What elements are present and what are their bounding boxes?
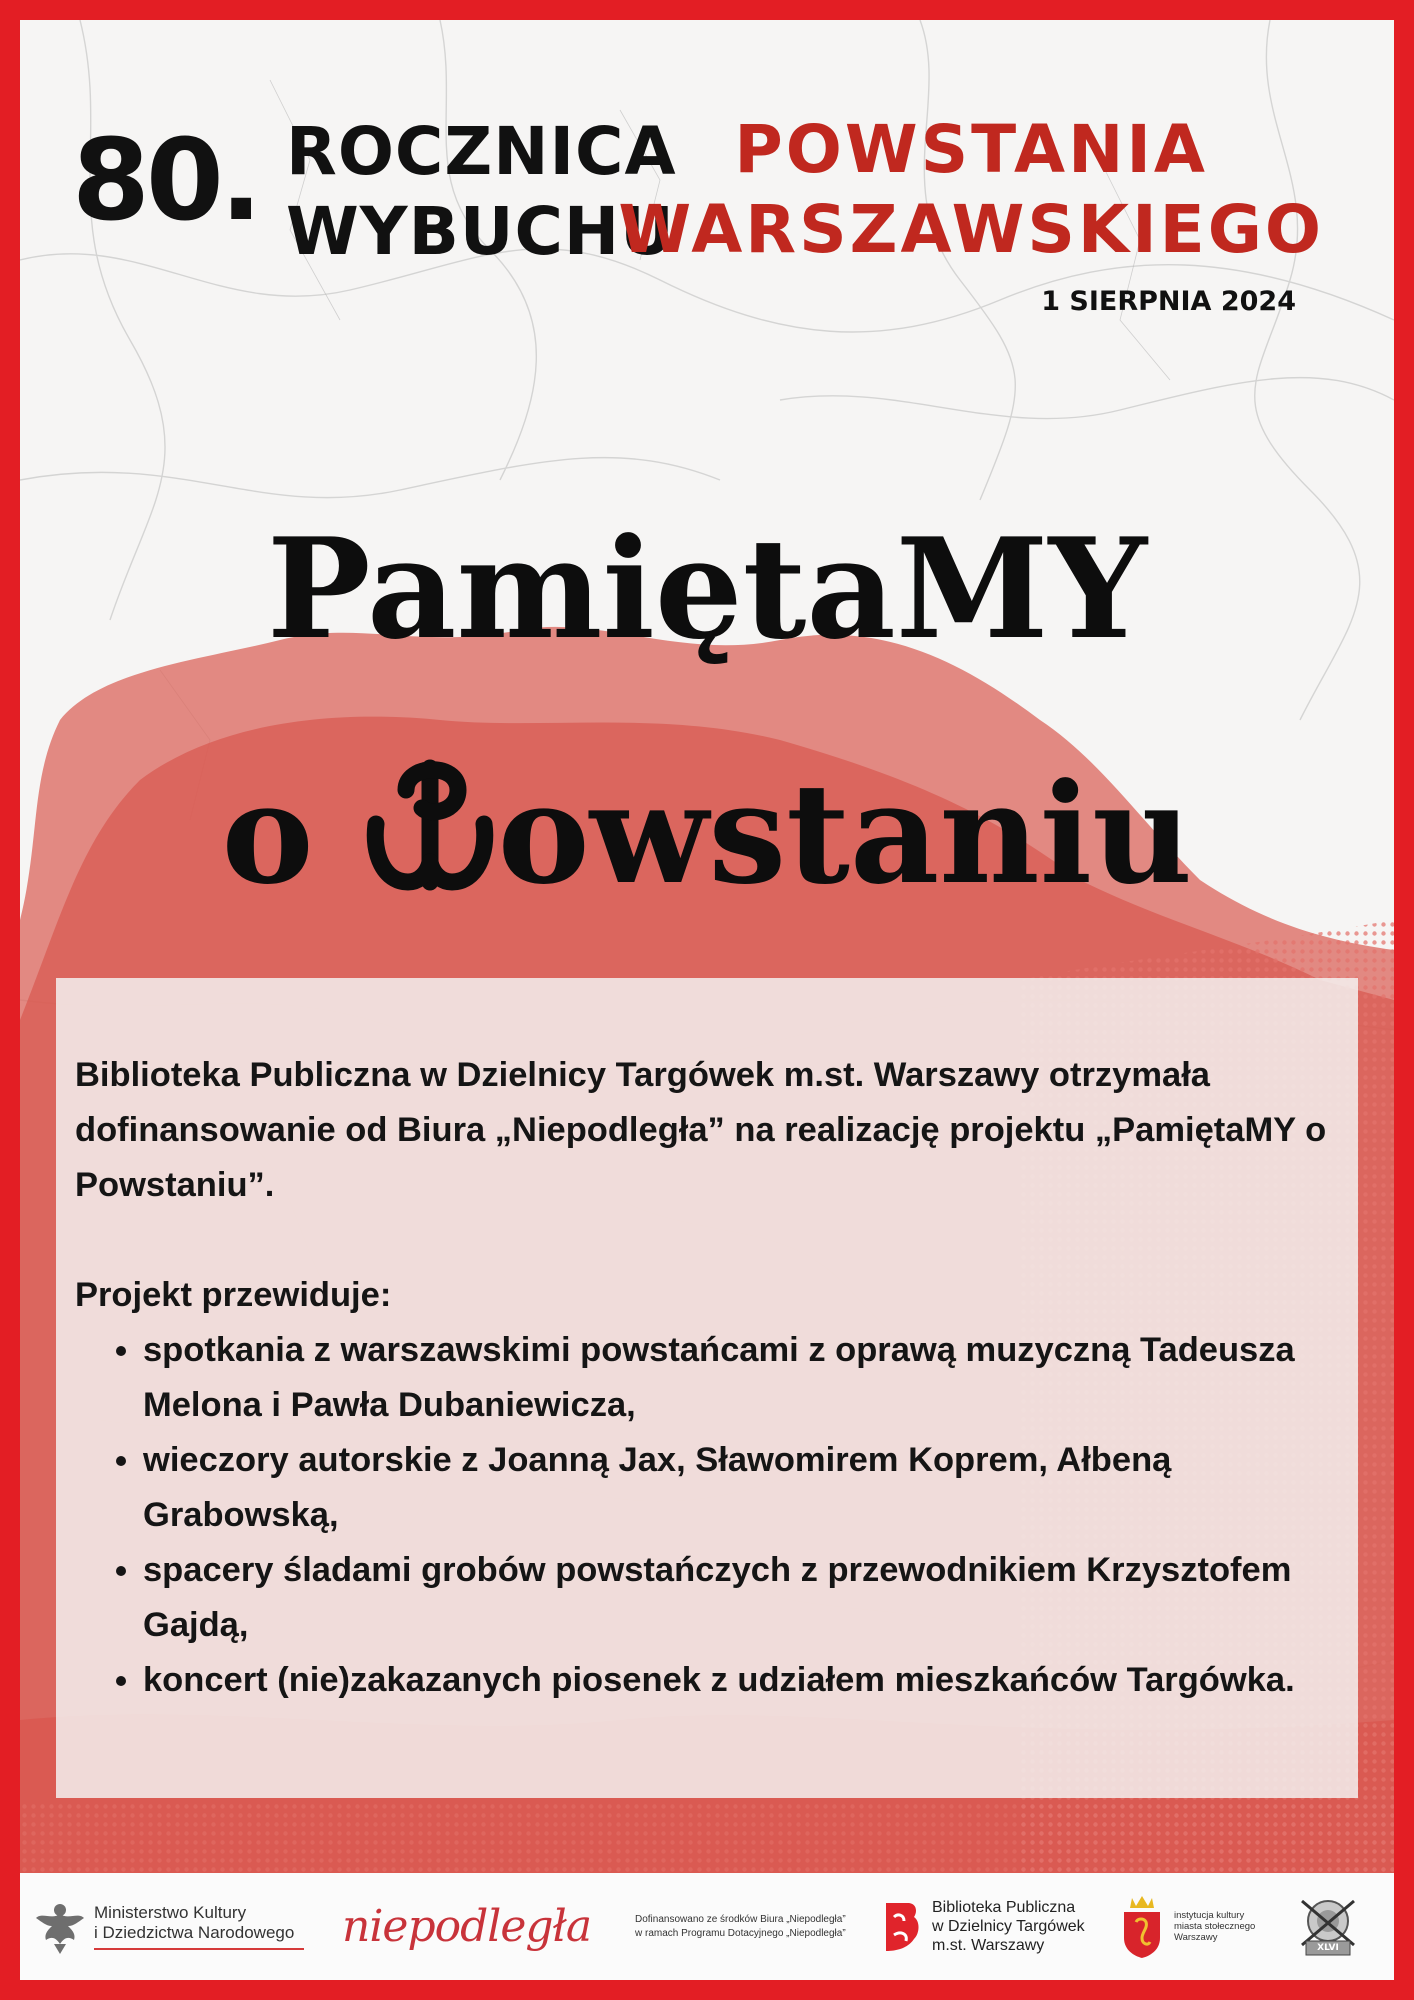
list-item: • wieczory autorskie z Joanną Jax, Sławomirem Koprem, Ałbeną Grabowską, — [143, 1433, 1345, 1543]
kotwica-anchor-icon — [362, 750, 498, 900]
main-title-rest: owstaniu — [497, 752, 1193, 915]
funding-note — [635, 1873, 846, 1980]
niepodlegla-wordmark: niepodległa — [342, 1901, 592, 1952]
library-line-2: w Dzielnicy Targówek — [932, 1918, 1085, 1935]
project-list — [75, 1323, 1345, 1708]
funding-line-1: Dofinansowano ze środków Biura „Niepodległa” — [635, 1913, 846, 1925]
list-item: • koncert (nie)zakazanych piosenek z udziałem mieszkańców Targówka. — [143, 1653, 1345, 1708]
uprising-line-2: WARSZAWSKIEGO — [618, 191, 1324, 268]
poster-content — [20, 20, 1394, 1980]
list-item: • spotkania z warszawskimi powstańcami z oprawą muzyczną Tadeusza Melona i Pawła Dubaniewicza, — [143, 1323, 1345, 1433]
main-title-line-1: PamiętaMY — [266, 507, 1148, 670]
school-emblem-text: XLVI — [1317, 1942, 1339, 1953]
ministry-name-line-1: Ministerstwo Kultury — [94, 1903, 247, 1922]
list-item: • spacery śladami grobów powstańczych z przewodnikiem Krzysztofem Gajdą, — [143, 1543, 1345, 1653]
description-text — [75, 1048, 1345, 1708]
intro-paragraph: Biblioteka Publiczna w Dzielnicy Targówek m.st. Warszawy otrzymała dofinansowanie od Biura „Niepodległa” na realizację projektu „PamiętaMY o Powstaniu”. — [75, 1056, 1327, 1204]
main-title-line-2 — [20, 750, 1394, 915]
funding-line-2: w ramach Programu Dotacyjnego „Niepodległa” — [635, 1927, 846, 1939]
niepodlegla-logo — [342, 1873, 591, 1980]
institution-line-2: miasta stołecznego — [1174, 1921, 1256, 1932]
poster-frame — [20, 20, 1394, 1980]
list-heading: Projekt przewiduje: — [75, 1276, 392, 1314]
library-line-3: m.st. Warszawy — [932, 1937, 1045, 1954]
school-emblem — [1298, 1873, 1358, 1980]
institution-line-1: instytucja kultury — [1174, 1910, 1245, 1921]
uprising-name — [618, 110, 1324, 270]
ministry-name-line-2: i Dziedzictwa Narodowego — [94, 1923, 295, 1942]
anniversary-line-2: WYBUCHU — [286, 193, 675, 270]
uprising-line-1: POWSTANIA — [734, 111, 1209, 188]
library-logo — [882, 1873, 1085, 1980]
warsaw-crest-icon — [1120, 1894, 1164, 1960]
institution-line-3: Warszawy — [1174, 1932, 1218, 1943]
warsaw-institution-logo — [1120, 1873, 1255, 1980]
library-book-icon — [882, 1901, 920, 1953]
sponsor-footer — [20, 1873, 1394, 1980]
main-title-prefix: o — [221, 752, 362, 915]
anniversary-number: 80. — [72, 116, 259, 246]
anniversary-line-1: ROCZNICA — [286, 113, 677, 190]
ministry-underline — [94, 1948, 304, 1950]
library-line-1: Biblioteka Publiczna — [932, 1899, 1076, 1916]
event-date: 1 SIERPNIA 2024 — [1041, 286, 1296, 317]
ministry-logo — [34, 1873, 304, 1980]
eagle-emblem-icon — [34, 1898, 86, 1956]
